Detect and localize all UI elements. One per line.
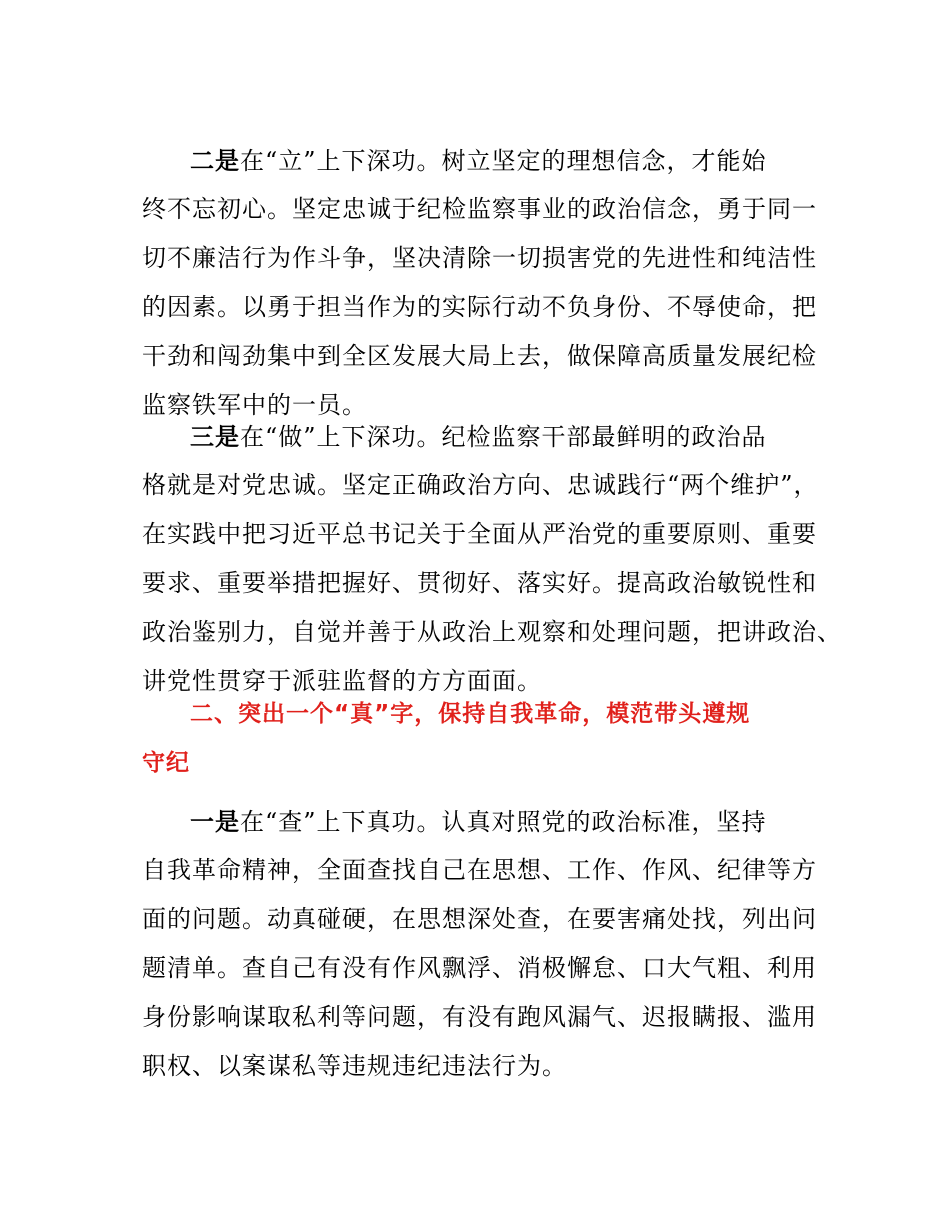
paragraph-line: 讲党性贯穿于派驻监督的方方面面。 bbox=[142, 667, 542, 695]
paragraph-text: 在“查”上下真功。认真对照党的政治标准，坚持 bbox=[240, 808, 767, 836]
paragraph-er-shi bbox=[142, 136, 832, 430]
paragraph-line: 监察铁军中的一员。 bbox=[142, 391, 367, 419]
paragraph-line: 面的问题。动真碰硬，在思想深处查，在要害痛处找，列出问 bbox=[142, 905, 817, 933]
section-heading bbox=[142, 690, 832, 788]
paragraph-line: 切不廉洁行为作斗争，坚决清除一切损害党的先进性和纯洁性 bbox=[142, 244, 817, 272]
paragraph-text: 在“做”上下深功。纪检监察干部最鲜明的政治品 bbox=[240, 423, 767, 451]
heading-line: 守纪 bbox=[142, 750, 190, 776]
paragraph-text: 在“立”上下深功。树立坚定的理想信念，才能始 bbox=[240, 147, 767, 175]
paragraph-lead: 二是 bbox=[190, 146, 240, 175]
paragraph-line: 身份影响谋取私利等问题，有没有跑风漏气、迟报瞒报、滥用 bbox=[142, 1003, 817, 1031]
paragraph-line: 格就是对党忠诚。坚定正确政治方向、忠诚践行“两个维护”， bbox=[142, 471, 819, 499]
paragraph-line: 题清单。查自己有没有作风飘浮、消极懈怠、口大气粗、利用 bbox=[142, 954, 817, 982]
paragraph-line bbox=[142, 797, 832, 846]
paragraph-lead: 一是 bbox=[190, 807, 240, 836]
heading-line: 二、突出一个“真”字，保持自我革命，模范带头遵规 bbox=[190, 701, 751, 727]
paragraph-yi-shi bbox=[142, 797, 832, 1091]
paragraph-line: 的因素。以勇于担当作为的实际行动不负身份、不辱使命，把 bbox=[142, 293, 817, 321]
paragraph-line: 职权、以案谋私等违规违纪违法行为。 bbox=[142, 1052, 567, 1080]
paragraph-line bbox=[142, 412, 832, 461]
paragraph-line: 政治鉴别力，自觉并善于从政治上观察和处理问题，把讲政治、 bbox=[142, 618, 842, 646]
paragraph-line: 终不忘初心。坚定忠诚于纪检监察事业的政治信念，勇于同一 bbox=[142, 195, 817, 223]
paragraph-line: 自我革命精神，全面查找自己在思想、工作、作风、纪律等方 bbox=[142, 856, 817, 884]
paragraph-line: 在实践中把习近平总书记关于全面从严治党的重要原则、重要 bbox=[142, 520, 817, 548]
paragraph-san-shi bbox=[142, 412, 842, 706]
paragraph-line bbox=[142, 136, 832, 185]
paragraph-line: 要求、重要举措把握好、贯彻好、落实好。提高政治敏锐性和 bbox=[142, 569, 817, 597]
paragraph-lead: 三是 bbox=[190, 422, 240, 451]
paragraph-line: 干劲和闯劲集中到全区发展大局上去，做保障高质量发展纪检 bbox=[142, 342, 817, 370]
